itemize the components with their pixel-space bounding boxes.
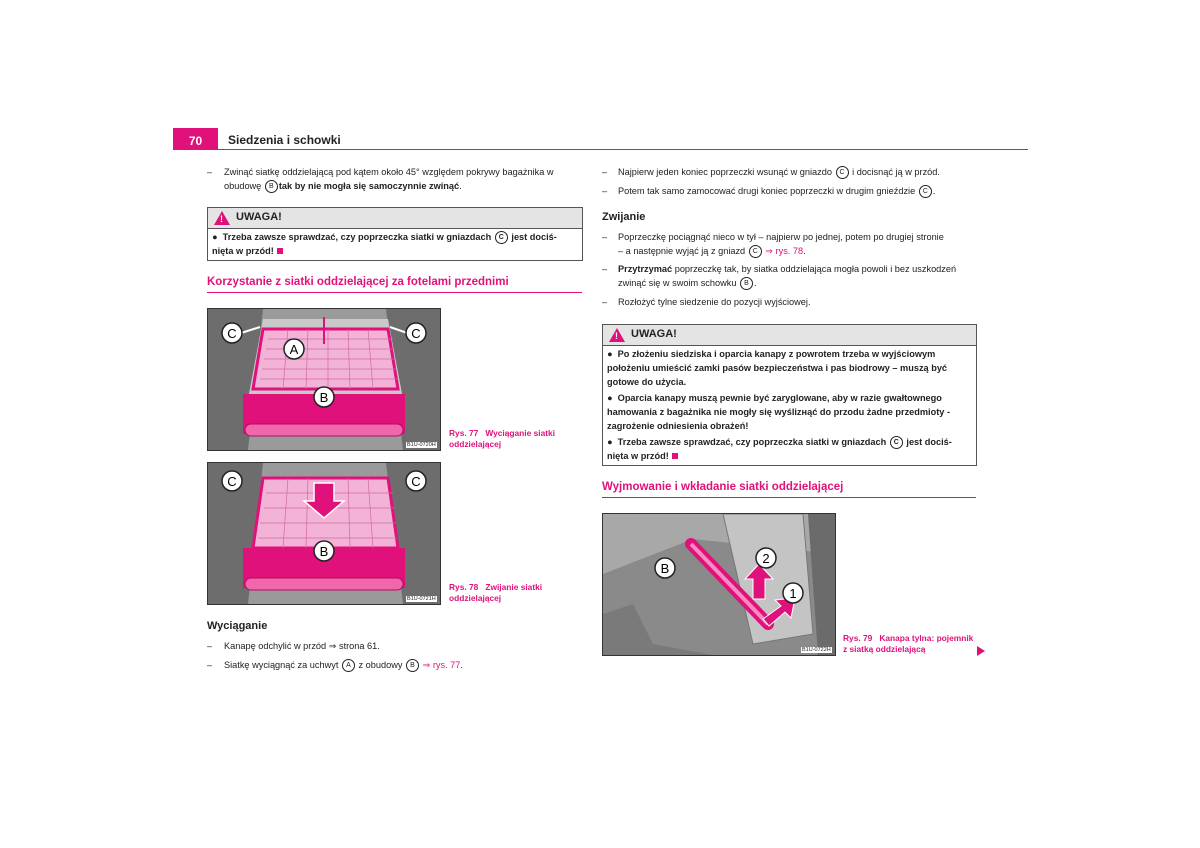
subheading-wyciaganie: Wyciąganie	[207, 620, 268, 632]
figure-77-caption	[449, 428, 559, 450]
warning-line: Trzeba zawsze sprawdzać, czy poprzeczka siatki w gniazdach	[617, 437, 887, 447]
circle-label: A	[342, 659, 355, 672]
figure-77	[207, 308, 441, 451]
label-2: 2	[762, 551, 770, 566]
warning-text	[208, 229, 582, 260]
caption-number: Rys. 78	[449, 582, 479, 592]
circle-label: C	[836, 166, 849, 179]
caption-number: Rys. 77	[449, 428, 479, 438]
label-b: B	[660, 561, 670, 576]
figure-code: B1U-0722H	[802, 647, 831, 653]
item-text: Potem tak samo zamocować drugi koniec poprzeczki w drugim gnieździe	[618, 186, 916, 196]
warning-line: Trzeba zawsze sprawdzać, czy poprzeczka siatki w gniazdach	[222, 232, 492, 242]
warning-line: nięta w przód!	[607, 451, 669, 462]
item-post: .	[803, 246, 806, 256]
label-c: C	[227, 474, 237, 489]
intro-bold: tak by nie mogła się samoczynnie zwinąć	[278, 181, 460, 191]
figure-78	[207, 462, 441, 605]
warning-paragraph	[607, 435, 972, 463]
item-text: i docisnąć ją w przód.	[852, 167, 940, 177]
figure-77-illustration	[208, 309, 440, 450]
bullet-icon: ●	[607, 349, 613, 359]
item-text: z obudowy	[358, 660, 403, 670]
end-square-icon	[277, 248, 283, 254]
label-b: B	[319, 544, 329, 559]
warning-header	[603, 325, 976, 346]
list-item: – Rozłożyć tylne siedzenie do pozycji wyjściowej.	[602, 297, 811, 307]
bullet-icon: ●	[212, 232, 218, 242]
circle-label: B	[265, 180, 278, 193]
figure-link[interactable]: ⇒ rys. 78	[765, 246, 804, 256]
section-rule	[207, 292, 582, 293]
warning-paragraph	[607, 391, 972, 433]
item-post: .	[754, 278, 757, 288]
warning-header	[208, 208, 582, 229]
figure-79-caption	[843, 633, 978, 655]
list-item: – Kanapę odchylić w przód ⇒ strona 61.	[207, 641, 380, 651]
item-text: Rozłożyć tylne siedzenie do pozycji wyjściowej.	[618, 297, 811, 307]
warning-line: jest dociś-	[511, 232, 557, 242]
warning-line: Po złożeniu siedziska i oparcia kanapy z powrotem trzeba w wyjściowym położeniu umieścić zamki pasów bezpieczeństwa i pas biodrowy – muszą być gotowe do użycia.	[607, 349, 948, 387]
header-rule	[173, 149, 1028, 150]
item-text: Siatkę wyciągnąć za uchwyt	[224, 660, 339, 670]
figure-79-illustration	[603, 514, 835, 655]
label-b: B	[319, 390, 329, 405]
item-text: poprzeczkę tak, by siatka oddzielająca mogła powoli i bez uszkodzeń	[674, 264, 957, 274]
intro-post: .	[459, 181, 462, 191]
section-title-2: Wyjmowanie i wkładanie siatki oddzielającej	[602, 481, 844, 493]
continue-arrow-icon	[977, 646, 985, 656]
item-bold: Przytrzymać	[618, 264, 673, 274]
label-c: C	[411, 326, 421, 341]
circle-label: B	[740, 277, 753, 290]
label-1: 1	[789, 586, 797, 601]
item-text: Najpierw jeden koniec poprzeczki wsunąć w gniazdo	[618, 167, 832, 177]
warning-title: UWAGA!	[236, 211, 282, 223]
end-square-icon	[672, 453, 678, 459]
item-post: .	[377, 641, 380, 651]
circle-label: C	[495, 231, 508, 244]
warning-triangle-icon	[609, 328, 625, 342]
label-a: A	[289, 342, 299, 357]
figure-79	[602, 513, 836, 656]
figure-code: B1U-0720H	[407, 442, 436, 448]
list-item: – Przytrzymać poprzeczkę tak, by siatka oddzielająca mogła powoli i bez uszkodzeń zwinąć się w swoim schowku B .	[602, 262, 977, 290]
item-text: zwinąć się w swoim schowku	[618, 278, 737, 288]
bullet-icon: ●	[607, 437, 613, 447]
warning-box-1	[207, 207, 583, 261]
bullet-icon: ●	[607, 393, 613, 403]
page-title: Siedzenia i schowki	[228, 133, 341, 147]
subheading-zwijanie: Zwijanie	[602, 211, 646, 223]
intro-item: – Zwinąć siatkę oddzielającą pod kątem około 45° względem pokrywy bagażnika w obudowę B tak by nie mogła się samoczynnie zwinąć.	[207, 165, 582, 193]
item-post: .	[932, 186, 936, 196]
item-text: Poprzeczkę pociągnąć nieco w tył – najpierw po jednej, potem po drugiej stronie	[618, 232, 944, 242]
intro-text: Zwinąć siatkę oddzielającą pod kątem około 45° względem pokrywy bagażnika w obudowę	[224, 167, 554, 191]
section-title-1: Korzystanie z siatki oddzielającej za fotelami przednimi	[207, 276, 509, 288]
figure-78-illustration	[208, 463, 440, 604]
warning-line: jest dociś-	[906, 437, 952, 447]
page-number: 70	[173, 128, 218, 150]
figure-link[interactable]: ⇒ rys. 77	[422, 660, 461, 670]
page-reference: ⇒ strona 61	[328, 641, 378, 651]
caption-text: Zwijanie siatki oddzielającej	[449, 582, 543, 603]
warning-text	[603, 346, 976, 465]
caption-text: Kanapa tylna: pojemnik z siatką oddzielającą	[843, 633, 974, 654]
warning-line: nięta w przód!	[212, 246, 274, 257]
caption-text: Wyciąganie siatki oddzielającej	[449, 428, 555, 449]
warning-triangle-icon	[214, 211, 230, 225]
circle-label: B	[406, 659, 419, 672]
circle-label: C	[919, 185, 932, 198]
warning-paragraph	[607, 347, 972, 389]
list-item: – Najpierw jeden koniec poprzeczki wsunąć w gniazdo C i docisnąć ją w przód.	[602, 165, 977, 179]
label-c: C	[411, 474, 421, 489]
list-item: – Siatkę wyciągnąć za uchwyt A z obudowy B ⇒ rys. 77.	[207, 658, 582, 672]
item-text: – a następnie wyjąć ją z gniazd	[618, 246, 746, 256]
label-c: C	[227, 326, 237, 341]
warning-line: Oparcia kanapy muszą pewnie być zaryglowane, aby w razie gwałtownego hamowania z bagażnika nie mogły się wyślizнąć do przodu żadne przedmioty - zagrożenie odniesienia obrażeń!	[607, 393, 951, 431]
warning-title: UWAGA!	[631, 328, 677, 340]
section-rule	[602, 497, 976, 498]
list-item: – Potem tak samo zamocować drugi koniec poprzeczki w drugim gnieździe C .	[602, 184, 977, 198]
caption-number: Rys. 79	[843, 633, 873, 643]
item-text: Kanapę odchylić w przód	[224, 641, 327, 651]
list-item: – Poprzeczkę pociągnąć nieco w tył – najpierw po jednej, potem po drugiej stronie – a następnie wyjąć ją z gniazd C ⇒ rys. 78.	[602, 230, 977, 258]
circle-label: C	[749, 245, 762, 258]
figure-78-caption	[449, 582, 559, 604]
circle-label: C	[890, 436, 903, 449]
warning-box-2	[602, 324, 977, 466]
figure-code: B1U-0721H	[407, 596, 436, 602]
item-post: .	[460, 660, 463, 670]
